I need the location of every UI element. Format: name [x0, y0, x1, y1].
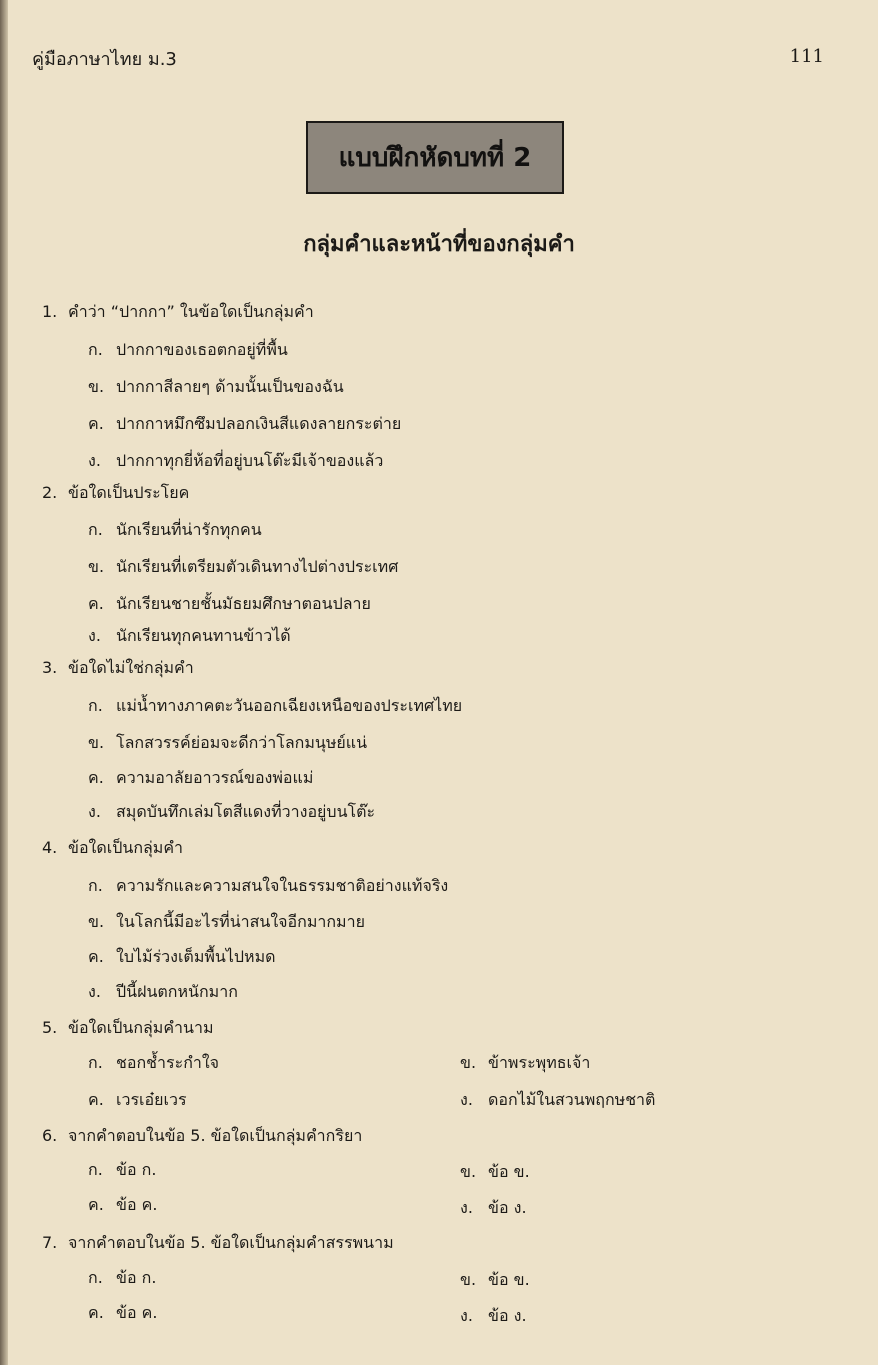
option-6-a — [88, 1158, 156, 1183]
option-text: ข้อ ค. — [116, 1303, 158, 1322]
option-text: ข้อ ง. — [488, 1306, 527, 1325]
option-label: ง. — [460, 1306, 473, 1325]
question-3 — [42, 656, 194, 681]
running-head: คู่มือภาษาไทย ม.3 — [32, 49, 177, 70]
option-label: ข. — [88, 733, 105, 752]
exercise-title: แบบฝึกหัดบทที่ 2 — [338, 143, 532, 173]
question-number: 3. — [42, 658, 58, 677]
question-number: 4. — [42, 838, 58, 857]
option-label: ก. — [88, 876, 103, 895]
option-6-d — [460, 1196, 527, 1221]
option-text: แม่น้ำทางภาคตะวันออกเฉียงเหนือของประเทศไทย — [116, 696, 463, 715]
option-5-b — [460, 1051, 590, 1076]
question-text: ข้อใดเป็นกลุ่มคำ — [68, 838, 184, 857]
question-number: 7. — [42, 1233, 58, 1252]
question-text: คำว่า “ปากกา” ในข้อใดเป็นกลุ่มคำ — [68, 302, 314, 321]
option-label: ก. — [88, 520, 103, 539]
option-5-c — [88, 1088, 187, 1113]
option-label: ง. — [460, 1198, 473, 1217]
option-text: ปากกาหมึกซึมปลอกเงินสีแดงลายกระต่าย — [116, 414, 402, 433]
option-text: โลกสวรรค์ย่อมจะดีกว่าโลกมนุษย์แน่ — [116, 733, 368, 752]
option-label: ค. — [88, 594, 104, 613]
question-7 — [42, 1231, 394, 1256]
page-edge-shadow — [0, 0, 8, 1365]
option-label: ก. — [88, 1053, 103, 1072]
option-1-c — [88, 412, 401, 437]
option-label: ข. — [460, 1270, 477, 1289]
option-text: ปากกาสีลายๆ ด้ามนั้นเป็นของฉัน — [116, 377, 344, 396]
option-text: ความรักและความสนใจในธรรมชาติอย่างแท้จริง — [116, 876, 449, 895]
question-text: จากคำตอบในข้อ 5. ข้อใดเป็นกลุ่มคำกริยา — [68, 1126, 363, 1145]
question-4 — [42, 836, 183, 861]
option-3-a — [88, 694, 462, 719]
question-number: 6. — [42, 1126, 58, 1145]
option-label: ง. — [88, 626, 101, 645]
option-4-d — [88, 980, 238, 1005]
option-text: ในโลกนี้มีอะไรที่น่าสนใจอีกมากมาย — [116, 912, 365, 931]
question-number: 2. — [42, 483, 58, 502]
option-label: ง. — [88, 802, 101, 821]
option-text: ปีนี้ฝนตกหนักมาก — [116, 982, 238, 1001]
page-number: 111 — [789, 46, 824, 67]
question-5 — [42, 1016, 214, 1041]
option-text: ปากกาทุกยี่ห้อที่อยู่บนโต๊ะมีเจ้าของแล้ว — [116, 451, 384, 470]
exercise-subtitle: กลุ่มคำและหน้าที่ของกลุ่มคำ — [303, 232, 575, 257]
question-number: 1. — [42, 302, 58, 321]
option-text: ข้าพระพุทธเจ้า — [488, 1053, 591, 1072]
option-6-c — [88, 1193, 157, 1218]
option-3-c — [88, 766, 313, 791]
option-text: ข้อ ข. — [488, 1162, 530, 1181]
option-text: ชอกช้ำระกำใจ — [116, 1053, 220, 1072]
option-label: ค. — [88, 1195, 104, 1214]
exercise-title-box — [306, 121, 564, 194]
option-3-b — [88, 731, 367, 756]
question-text: ข้อใดไม่ใช่กลุ่มคำ — [68, 658, 194, 677]
option-text: นักเรียนทุกคนทานข้าวได้ — [116, 626, 291, 645]
option-text: ดอกไม้ในสวนพฤกษชาติ — [488, 1090, 656, 1109]
option-label: ค. — [88, 1303, 104, 1322]
option-4-c — [88, 945, 276, 970]
question-number: 5. — [42, 1018, 58, 1037]
option-7-c — [88, 1301, 157, 1326]
option-5-d — [460, 1088, 655, 1113]
option-text: ข้อ ง. — [488, 1198, 527, 1217]
option-label: ง. — [88, 451, 101, 470]
option-1-b — [88, 375, 344, 400]
option-label: ค. — [88, 768, 104, 787]
question-6 — [42, 1124, 362, 1149]
option-text: ใบไม้ร่วงเต็มพื้นไปหมด — [116, 947, 276, 966]
option-text: ข้อ ค. — [116, 1195, 158, 1214]
option-label: ค. — [88, 1090, 104, 1109]
option-4-a — [88, 874, 448, 899]
option-text: นักเรียนที่เตรียมตัวเดินทางไปต่างประเทศ — [116, 557, 399, 576]
option-7-d — [460, 1304, 527, 1329]
option-text: นักเรียนที่น่ารักทุกคน — [116, 520, 262, 539]
option-label: ก. — [88, 1160, 103, 1179]
question-text: ข้อใดเป็นประโยค — [68, 483, 190, 502]
option-label: ก. — [88, 1268, 103, 1287]
question-text: จากคำตอบในข้อ 5. ข้อใดเป็นกลุ่มคำสรรพนาม — [68, 1233, 394, 1252]
option-2-c — [88, 592, 371, 617]
option-2-b — [88, 555, 398, 580]
question-text: ข้อใดเป็นกลุ่มคำนาม — [68, 1018, 214, 1037]
option-label: ข. — [460, 1053, 477, 1072]
option-7-a — [88, 1266, 156, 1291]
option-text: เวรเอ๋ยเวร — [116, 1090, 187, 1109]
option-label: ข. — [88, 377, 105, 396]
option-4-b — [88, 910, 365, 935]
option-text: สมุดบันทึกเล่มโตสีแดงที่วางอยู่บนโต๊ะ — [116, 802, 376, 821]
option-text: นักเรียนชายชั้นมัธยมศึกษาตอนปลาย — [116, 594, 371, 613]
option-5-a — [88, 1051, 219, 1076]
option-2-a — [88, 518, 262, 543]
option-label: ง. — [460, 1090, 473, 1109]
option-2-d — [88, 624, 291, 649]
option-label: ค. — [88, 947, 104, 966]
option-label: ข. — [88, 557, 105, 576]
option-1-d — [88, 449, 383, 474]
option-label: ก. — [88, 696, 103, 715]
option-text: ข้อ ข. — [488, 1270, 530, 1289]
option-1-a — [88, 338, 288, 363]
option-7-b — [460, 1268, 530, 1293]
option-text: ข้อ ก. — [116, 1268, 157, 1287]
question-1 — [42, 300, 314, 325]
option-label: ข. — [88, 912, 105, 931]
option-text: ข้อ ก. — [116, 1160, 157, 1179]
option-3-d — [88, 800, 375, 825]
option-label: ง. — [88, 982, 101, 1001]
option-text: ความอาลัยอาวรณ์ของพ่อแม่ — [116, 768, 314, 787]
option-label: ค. — [88, 414, 104, 433]
option-label: ก. — [88, 340, 103, 359]
question-2 — [42, 481, 189, 506]
option-text: ปากกาของเธอตกอยู่ที่พื้น — [116, 340, 288, 359]
option-6-b — [460, 1160, 530, 1185]
option-label: ข. — [460, 1162, 477, 1181]
